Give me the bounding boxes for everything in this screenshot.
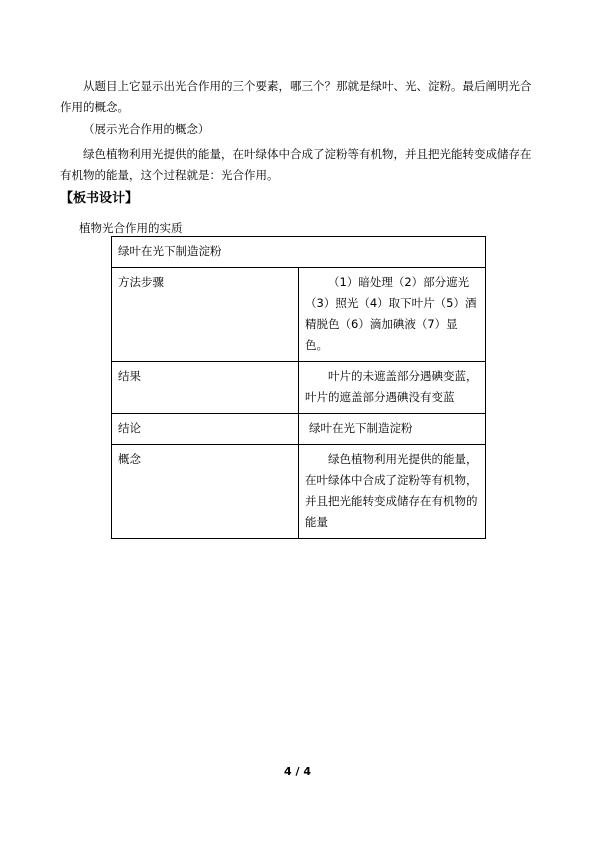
table-row [112, 414, 486, 445]
paragraph-elements: 从题目上它显示出光合作用的三个要素，哪三个？那就是绿叶、光、淀粉。最后阐明光合作用的概念。 [60, 79, 532, 114]
row-label-conclusion: 结论 [112, 414, 299, 445]
table-title-cell: 绿叶在光下制造淀粉 [112, 237, 486, 268]
table-row [112, 268, 486, 362]
row-label-concept: 概念 [112, 445, 299, 539]
paragraph-concept-definition: 绿色植物利用光提供的能量，在叶绿体中合成了淀粉等有机物，并且把光能转变成储存在有机物的能量，这个过程就是：光合作用。 [60, 147, 532, 182]
table-row [112, 362, 486, 414]
table-row [112, 237, 486, 268]
row-content-method: （1）暗处理（2）部分遮光（3）照光（4）取下叶片（5）酒精脱色（6）滴加碘液（7）显色。 [299, 268, 486, 362]
table-row [112, 445, 486, 539]
paragraph-show-concept: （展示光合作用的概念） [83, 122, 210, 136]
row-content-conclusion: 绿叶在光下制造淀粉 [299, 414, 486, 445]
page-number: 4 / 4 [284, 765, 311, 778]
section-heading: 【板书设计】 [60, 191, 139, 206]
board-design-table [111, 236, 486, 539]
board-subtitle: 植物光合作用的实质 [79, 221, 183, 235]
row-label-result: 结果 [112, 362, 299, 414]
row-content-concept: 绿色植物利用光提供的能量，在叶绿体中合成了淀粉等有机物，并且把光能转变成储存在有机物的能量 [299, 445, 486, 539]
row-label-method: 方法步骤 [112, 268, 299, 362]
row-content-result: 叶片的未遮盖部分遇碘变蓝，叶片的遮盖部分遇碘没有变蓝 [299, 362, 486, 414]
